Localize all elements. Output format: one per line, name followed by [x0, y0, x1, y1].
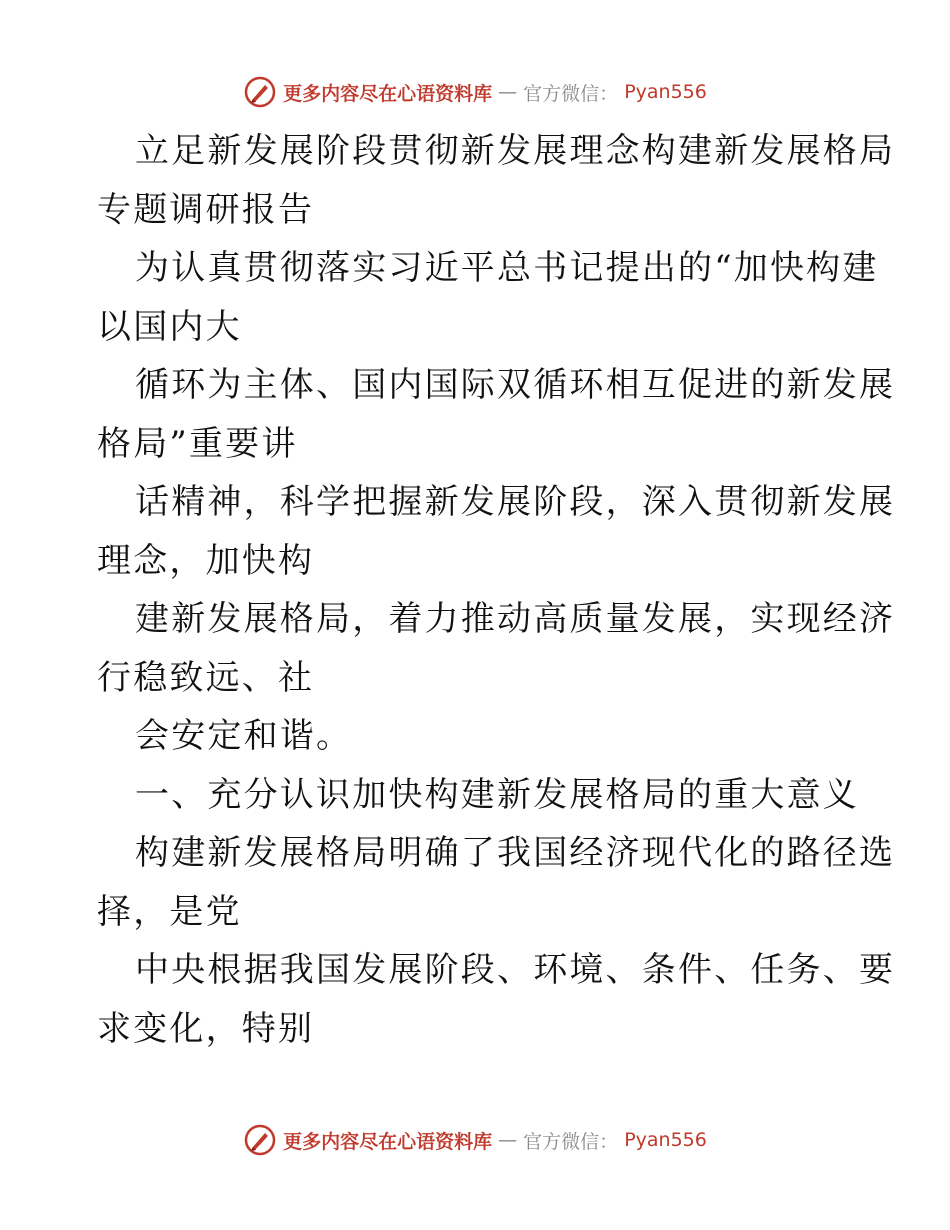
text-line: 立足新发展阶段贯彻新发展理念构建新发展格局 — [135, 131, 896, 171]
text-line: 行稳致远、社 — [97, 657, 315, 698]
text-line: 构建新发展格局明确了我国经济现代化的路径选 — [135, 833, 896, 873]
text-line: 以国内大 — [97, 306, 242, 347]
pen-logo-icon — [243, 1123, 277, 1157]
watermark-slogan: 更多内容尽在心语资料库 — [283, 1130, 493, 1153]
watermark-dash: — — [498, 81, 518, 103]
watermark-wechat-id: Pyan556 — [624, 1129, 707, 1151]
text-line: 格局”重要讲 — [97, 423, 298, 464]
text-line: 中央根据我国发展阶段、环境、条件、任务、要 — [135, 950, 896, 990]
text-line: 会安定和谐。 — [135, 716, 353, 756]
footer-watermark — [0, 1120, 950, 1160]
text-line: 择，是党 — [97, 891, 242, 932]
text-line: 话精神，科学把握新发展阶段，深入贯彻新发展 — [135, 482, 896, 522]
watermark-wechat-id: Pyan556 — [624, 81, 707, 103]
document-body — [97, 122, 896, 1058]
text-line: 专题调研报告 — [97, 189, 315, 230]
pen-logo-icon — [243, 75, 277, 109]
watermark-wechat-label: 官方微信： — [523, 1130, 619, 1153]
text-line: 求变化，特别 — [97, 1008, 315, 1049]
header-watermark — [0, 72, 950, 112]
text-line: 理念，加快构 — [97, 540, 315, 581]
watermark-wechat-label: 官方微信： — [523, 82, 619, 105]
text-line: 建新发展格局，着力推动高质量发展，实现经济 — [135, 599, 896, 639]
watermark-slogan: 更多内容尽在心语资料库 — [283, 82, 493, 105]
text-line: 为认真贯彻落实习近平总书记提出的“加快构建 — [135, 248, 879, 288]
watermark-dash: — — [498, 1129, 518, 1151]
text-line: 循环为主体、国内国际双循环相互促进的新发展 — [135, 365, 896, 405]
section-heading: 一、充分认识加快构建新发展格局的重大意义 — [135, 774, 859, 815]
